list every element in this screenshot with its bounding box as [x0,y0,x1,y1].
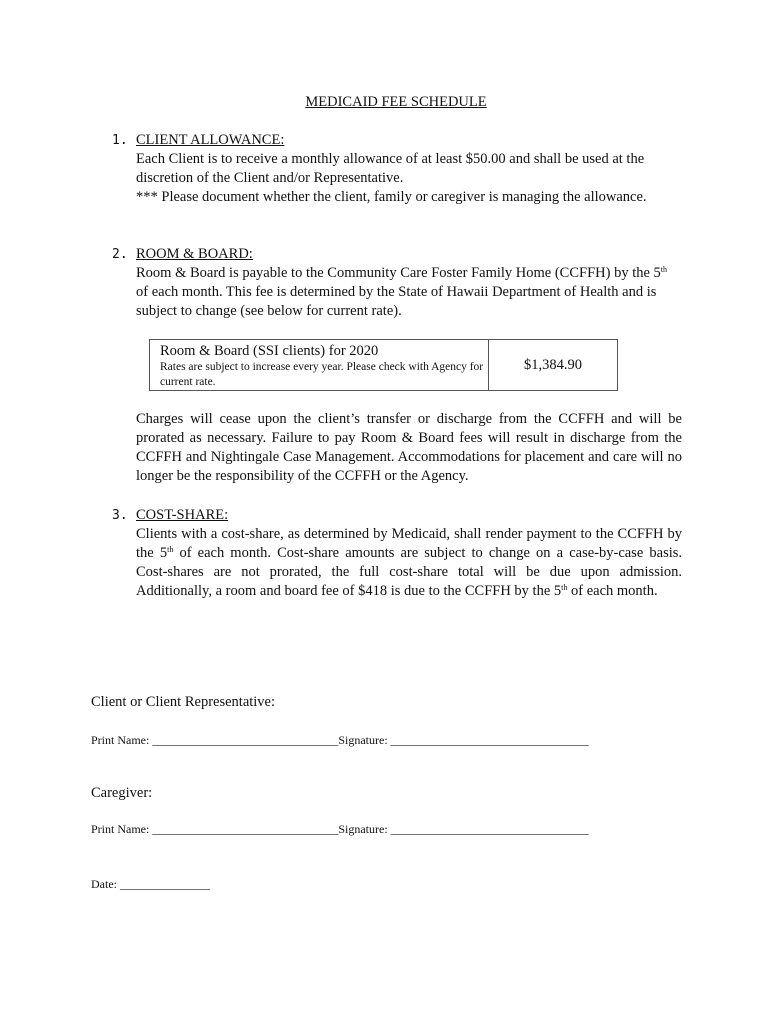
section-heading: CLIENT ALLOWANCE: [136,132,285,148]
section-number: 3. [112,508,128,523]
date-line[interactable]: Date: _______________ [91,877,210,891]
rate-table [149,339,618,391]
section-heading: ROOM & BOARD: [136,246,253,262]
paragraph: Clients with a cost-share, as determined by Medicaid, shall render payment to the CCFFH by the 5th of each month. Cost-share amounts are subject to change on a case-by-case basis. Cost-shares are not prorated, the full cost-share total will be due upon admission. Additionally, a room and board fee of $418 is due to the CCFFH by the 5th of each month. [136,526,683,599]
paragraph: Each Client is to receive a monthly allowance of at least $50.00 and shall be used at the discretion of the Client and/or Representative. [136,151,645,186]
section-body [136,150,682,207]
section-heading: COST-SHARE: [136,507,229,523]
paragraph: *** Please document whether the client, family or caregiver is managing the allowance. [136,189,647,205]
rate-amount: $1,384.90 [524,356,582,373]
rate-label: Room & Board (SSI clients) for 2020 [160,343,379,359]
section-body [136,525,682,601]
section-number: 2. [112,247,128,262]
client-signature-line[interactable]: Print Name: _______________________________Signature: _________________________________ [91,733,589,747]
rate-note: Rates are subject to increase every year. Please check with Agency for current rate. [160,361,484,388]
section-number: 1. [112,133,128,148]
caregiver-signature-line[interactable]: Print Name: _______________________________Signature: _________________________________ [91,822,589,836]
client-representative-label: Client or Client Representative: [91,694,276,710]
document-title: MEDICAID FEE SCHEDULE [305,94,487,110]
caregiver-label: Caregiver: [91,785,153,801]
rate-label-cell [150,340,489,390]
room-board-charges-paragraph: Charges will cease upon the client’s transfer or discharge from the CCFFH and will be prorated as necessary. Failure to pay Room & Board fees will result in discharge from the CCFFH and Nightingale Case Management. Accommodations for placement and care will no longer be the responsibility of the CCFFH or the Agency. [136,411,682,484]
section-body [136,264,682,321]
paragraph: Room & Board is payable to the Community Care Foster Family Home (CCFFH) by the 5th of each month. This fee is determined by the State of Hawaii Department of Health and is subject to change (see below for current rate). [136,265,668,319]
